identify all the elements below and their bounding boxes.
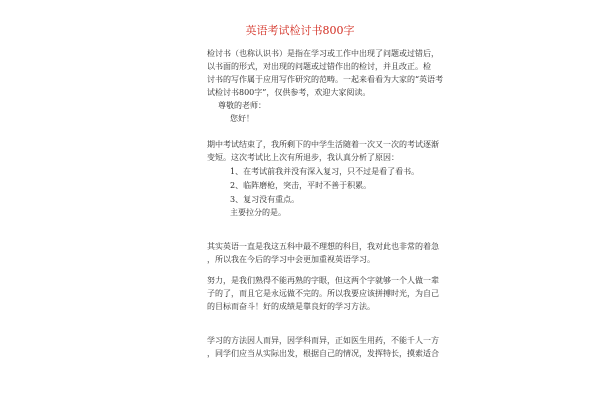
- para3-line-2: 子的了，而且它是永远做不完的。所以我要应该拼搏时光，为自己: [207, 289, 439, 298]
- intro-line-2: 以书面的形式，对出现的问题或过错作出的检讨，并且改正。检: [207, 62, 431, 71]
- document-title: 英语考试检讨书800字: [245, 24, 355, 37]
- para4-line-2: ，同学们应当从实际出发，根据自己的情况，发挥特长，摸索适合: [207, 349, 439, 358]
- para1-line-1: 期中考试结束了，我所剩下的中学生活随着一次又一次的考试逐渐: [207, 140, 439, 149]
- salutation: 尊敬的老师：: [218, 101, 266, 110]
- para3-line-1: 努力，是我们熟得不能再熟的字眼，但这两个字就够一个人做一辈: [207, 276, 439, 285]
- intro-line-3: 讨书的写作属于应用写作研究的范畴。一起来看看为大家的“英语考: [207, 75, 444, 84]
- intro-line-1: 检讨书（也称认识书）是指在学习或工作中出现了问题或过错后，: [207, 49, 439, 58]
- reason-1: 1、在考试前我并没有深入复习，只不过是看了看书。: [230, 167, 420, 176]
- para2-line-2: ，所以我在今后的学习中会更加重视英语学习。: [207, 255, 375, 264]
- reason-3: 3、复习没有重点。: [230, 195, 300, 204]
- greeting: 您好！: [230, 114, 254, 123]
- intro-line-4: 试检讨书800字”，仅供参考，欢迎大家阅读。: [207, 88, 371, 97]
- para1-line-2: 变短。这次考试比上次有所退步，我认真分析了原因：: [207, 153, 399, 162]
- para4-line-1: 学习的方法因人而异，因学科而异，正如医生用药，不能千人一方: [207, 336, 439, 345]
- reason-4: 主要拉分的是。: [230, 208, 286, 217]
- para3-line-3: 的目标而奋斗！好的成绩是靠良好的学习方法。: [207, 302, 375, 311]
- reason-2: 2、临阵磨枪，突击，平时不善于积累。: [230, 181, 372, 190]
- para2-line-1: 其实英语一直是我这五科中最不理想的科目，我对此也非常的着急: [207, 242, 439, 251]
